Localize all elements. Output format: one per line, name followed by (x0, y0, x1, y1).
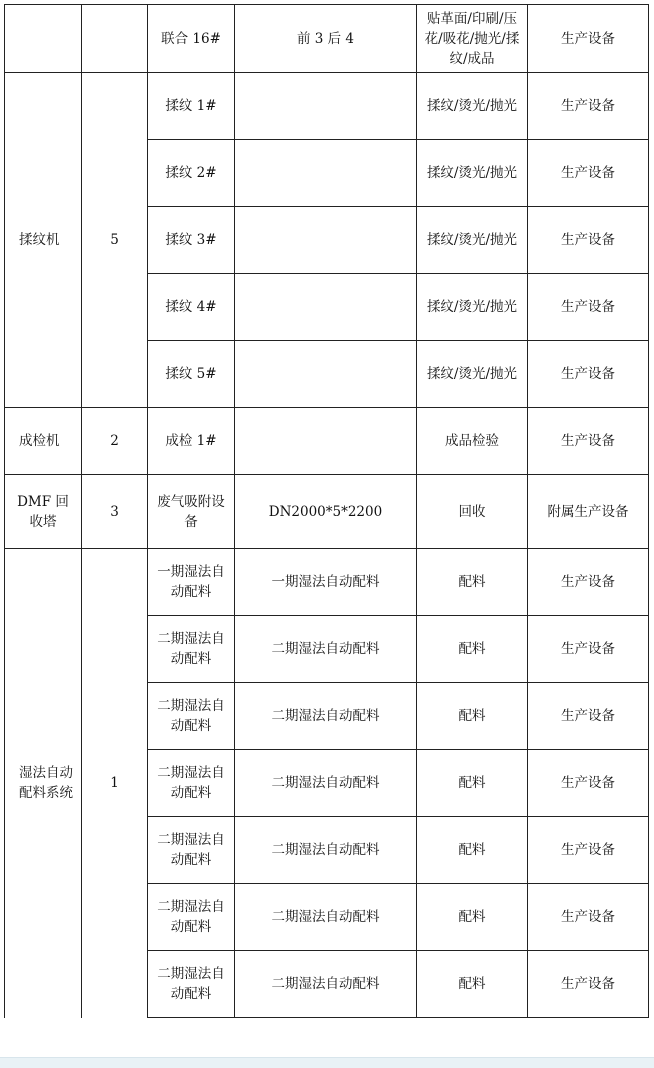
spec-cell (235, 274, 417, 341)
process-cell: 揉纹/烫光/抛光 (417, 341, 528, 408)
spec-cell: 一期湿法自动配料 (235, 549, 417, 616)
equipment-name-cell: 二期湿法自动配料 (148, 884, 235, 951)
process-cell: 配料 (417, 884, 528, 951)
process-cell: 配料 (417, 549, 528, 616)
group-name-cell: 成检机 (5, 408, 82, 475)
group-count-cell: 5 (82, 73, 148, 408)
spec-cell (235, 73, 417, 140)
process-cell: 配料 (417, 750, 528, 817)
group-count-cell: 1 (82, 549, 148, 1018)
spec-cell (235, 341, 417, 408)
spec-cell (235, 207, 417, 274)
type-cell: 生产设备 (528, 683, 649, 750)
spec-cell: 二期湿法自动配料 (235, 817, 417, 884)
type-cell: 生产设备 (528, 750, 649, 817)
process-cell: 揉纹/烫光/抛光 (417, 140, 528, 207)
spec-cell: 二期湿法自动配料 (235, 616, 417, 683)
equipment-name-cell: 二期湿法自动配料 (148, 616, 235, 683)
type-cell: 生产设备 (528, 884, 649, 951)
process-cell: 贴革面/印刷/压花/吸花/抛光/揉纹/成品 (417, 5, 528, 73)
process-cell: 成品检验 (417, 408, 528, 475)
equipment-name-cell: 二期湿法自动配料 (148, 683, 235, 750)
equipment-name-cell: 联合 16# (148, 5, 235, 73)
equipment-name-cell: 揉纹 2# (148, 140, 235, 207)
equipment-table (4, 4, 649, 1018)
process-cell: 揉纹/烫光/抛光 (417, 207, 528, 274)
group-count-cell: 2 (82, 408, 148, 475)
process-cell: 配料 (417, 683, 528, 750)
table-row (5, 5, 649, 73)
equipment-name-cell: 二期湿法自动配料 (148, 817, 235, 884)
group-name-cell: 揉纹机 (5, 73, 82, 408)
type-cell: 生产设备 (528, 5, 649, 73)
table-row (5, 475, 649, 549)
type-cell: 生产设备 (528, 341, 649, 408)
type-cell: 生产设备 (528, 274, 649, 341)
spec-cell: 二期湿法自动配料 (235, 683, 417, 750)
process-cell: 配料 (417, 951, 528, 1018)
spec-cell: 前 3 后 4 (235, 5, 417, 73)
process-cell: 揉纹/烫光/抛光 (417, 73, 528, 140)
table-row (5, 73, 649, 140)
process-cell: 配料 (417, 616, 528, 683)
group-count-cell: 3 (82, 475, 148, 549)
spec-cell: 二期湿法自动配料 (235, 750, 417, 817)
table-cell (82, 5, 148, 73)
viewer-bottom-bar (0, 1057, 654, 1068)
equipment-name-cell: 揉纹 1# (148, 73, 235, 140)
type-cell: 生产设备 (528, 549, 649, 616)
spec-cell: 二期湿法自动配料 (235, 951, 417, 1018)
process-cell: 回收 (417, 475, 528, 549)
equipment-name-cell: 一期湿法自动配料 (148, 549, 235, 616)
spec-cell (235, 140, 417, 207)
process-cell: 配料 (417, 817, 528, 884)
group-name-cell: 湿法自动配料系统 (5, 549, 82, 1018)
type-cell: 生产设备 (528, 207, 649, 274)
type-cell: 生产设备 (528, 951, 649, 1018)
type-cell: 生产设备 (528, 817, 649, 884)
process-cell: 揉纹/烫光/抛光 (417, 274, 528, 341)
type-cell: 生产设备 (528, 408, 649, 475)
equipment-name-cell: 成检 1# (148, 408, 235, 475)
group-name-cell: DMF 回收塔 (5, 475, 82, 549)
equipment-name-cell: 废气吸附设备 (148, 475, 235, 549)
spec-cell: DN2000*5*2200 (235, 475, 417, 549)
table-row (5, 549, 649, 616)
table-row (5, 408, 649, 475)
spec-cell: 二期湿法自动配料 (235, 884, 417, 951)
equipment-name-cell: 揉纹 4# (148, 274, 235, 341)
type-cell: 生产设备 (528, 140, 649, 207)
equipment-name-cell: 二期湿法自动配料 (148, 750, 235, 817)
equipment-name-cell: 揉纹 3# (148, 207, 235, 274)
equipment-name-cell: 二期湿法自动配料 (148, 951, 235, 1018)
spec-cell (235, 408, 417, 475)
equipment-name-cell: 揉纹 5# (148, 341, 235, 408)
type-cell: 附属生产设备 (528, 475, 649, 549)
type-cell: 生产设备 (528, 73, 649, 140)
table-cell (5, 5, 82, 73)
type-cell: 生产设备 (528, 616, 649, 683)
